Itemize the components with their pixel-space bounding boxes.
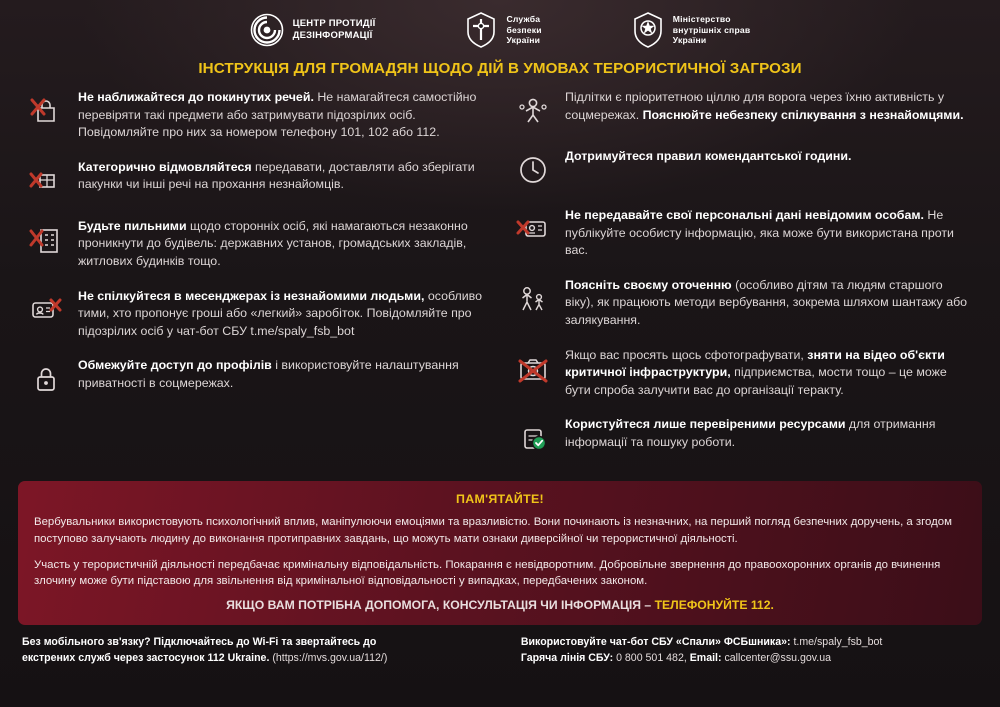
logo-mvs [632,12,751,48]
list-item [513,89,974,131]
verified-check-icon [513,418,553,458]
list-item-text: Категорично відмовляйтеся передавати, доставляти або зберігати пакунки чи інші речі на прохання незнайомців. [78,159,475,192]
no-abandoned-bag-icon [26,91,66,131]
logo-center-counter-disinformation [250,13,376,47]
list-item-text: Обмежуйте доступ до профілів і використовуйте налаштування приватності в соцмережах. [78,358,459,391]
list-item-text: Не наближайтеся до покинутих речей. Не намагайтеся самостійно перевіряти такі предмети або затримувати підозрілих осіб. Повідомляйте про них за номером телефону 101, 102 або 112. [78,90,477,140]
list-item-text: Користуйтеся лише перевіреними ресурсами для отримання інформації та пошуку роботи. [565,417,936,450]
footer-left [22,635,491,667]
footer-right-bot-label: Використовуйте чат-бот СБУ «Спали» ФСБшника»: [520,635,791,648]
remember-block [18,481,982,624]
list-item [26,218,487,271]
footer-left-line1: Без мобільного зв'язку? Підключайтесь до Wi-Fi та звертайтесь до [22,635,377,648]
sword-cross-icon [465,12,497,48]
list-item [26,159,487,201]
footer-right-email[interactable]: callcenter@ssu.gov.ua [721,651,832,664]
spiral-target-icon [250,13,284,47]
list-item [513,277,974,330]
footer-right-hotline-number: 0 800 501 482, [613,651,690,664]
remember-paragraph-2: Участь у терористичній діяльності передбачає кримінальну відповідальність. Покарання є невідворотним. Добровільне звернення до правоохоронних органів до вчинення злочину може бути підставою для звільнення від кримінальної відповідальності у випадках, передбачених законом. [34,558,941,588]
footer-left-line2: екстрених служб через застосунок 112 Ukraine. [22,651,270,664]
logo-center-label: ЦЕНТР ПРОТИДІЇ ДЕЗІНФОРМАЦІЇ [292,18,376,41]
teen-social-risk-icon [513,91,553,131]
family-explain-icon [513,279,553,319]
no-photo-infrastructure-icon [513,349,553,389]
footer-right-email-label: Email: [689,651,722,664]
remember-call-to-action [34,596,966,612]
lock-profile-icon [26,359,66,399]
footer-left-link[interactable]: (https://mvs.gov.ua/112/) [269,651,388,664]
police-badge-icon [632,12,664,48]
remember-paragraph-1: Вербувальники використовують психологічний вплив, маніпулюючи емоціями та вразливістю. Вони починають із незначних, на перший погляд безпечних доручень, а згодом поступово залучають людину до виконання протиправних завдань, що можуть мати ознаки диверсійної чи терористичної діяльності. [34,516,952,546]
list-item [26,89,487,142]
footer-right-bot-link[interactable]: t.me/spaly_fsb_bot [790,635,883,648]
no-messenger-stranger-icon [26,290,66,330]
list-item [26,288,487,341]
logo-sbu [465,12,541,48]
list-item [26,357,487,399]
logo-mvs-label: Міністерство внутрішніх справ України [672,13,751,46]
instructions-left-column [26,89,487,475]
list-item [513,207,974,260]
clock-curfew-icon [513,150,553,190]
instructions-right-column [513,89,974,475]
no-intrusion-building-icon [26,220,66,260]
list-item-text: Не передавайте свої персональні дані невідомим особам. Не публікуйте особисту інформацію, яка може бути використана проти вас. [565,208,954,258]
footer-right [521,635,980,667]
list-item-text: Будьте пильними щодо сторонніх осіб, які намагаються незаконно проникнути до будівель: державних установ, громадських закладів, житлових будинків тощо. [78,218,468,269]
no-parcel-handover-icon [26,161,66,201]
list-item-text: Поясніть своєму оточенню (особливо дітям та людям старшого віку), як працюють методи вербування, зокрема шляхом шантажу або залякування. [565,277,968,328]
remember-call-phone: ТЕЛЕФОНУЙТЕ 112. [654,597,774,612]
list-item [513,148,974,190]
list-item-text: Якщо вас просять щось сфотографувати, зняти на відео об'єкти критичної інфраструктури, підприємства, мости тощо – це може бути спроба залучити вас до організації теракту. [565,347,947,397]
list-item [513,347,974,400]
footer-right-hotline-label: Гаряча лінія СБУ: [520,651,614,664]
logo-bar [0,0,1000,54]
list-item-text: Дотримуйтеся правил комендантської години. [565,149,852,163]
page-title: ІНСТРУКЦІЯ ДЛЯ ГРОМАДЯН ЩОДО ДІЙ В УМОВАХ ТЕРОРИСТИЧНОЇ ЗАГРОЗИ [198,60,802,77]
remember-title: ПАМ'ЯТАЙТЕ! [456,492,544,507]
instructions-columns [0,89,1000,475]
list-item-text: Підлітки є пріоритетною ціллю для ворога через їхню активність у соцмережах. Пояснюйте небезпеку спілкування з незнайомцями. [565,90,964,122]
list-item-text: Не спілкуйтеся в месенджерах із незнайомими людьми, особливо тими, хто пропонує гроші або «легкий» заробіток. Повідомляйте про підозрілих осіб у чат-бот СБУ t.me/spaly_fsb_bot [78,288,483,338]
no-personal-data-icon [513,209,553,249]
remember-call-prefix: ЯКЩО ВАМ ПОТРІБНА ДОПОМОГА, КОНСУЛЬТАЦІЯ ЧИ ІНФОРМАЦІЯ – [226,597,655,612]
logo-sbu-label: Служба безпеки України [506,13,542,46]
footer [0,625,1000,677]
list-item [513,416,974,458]
